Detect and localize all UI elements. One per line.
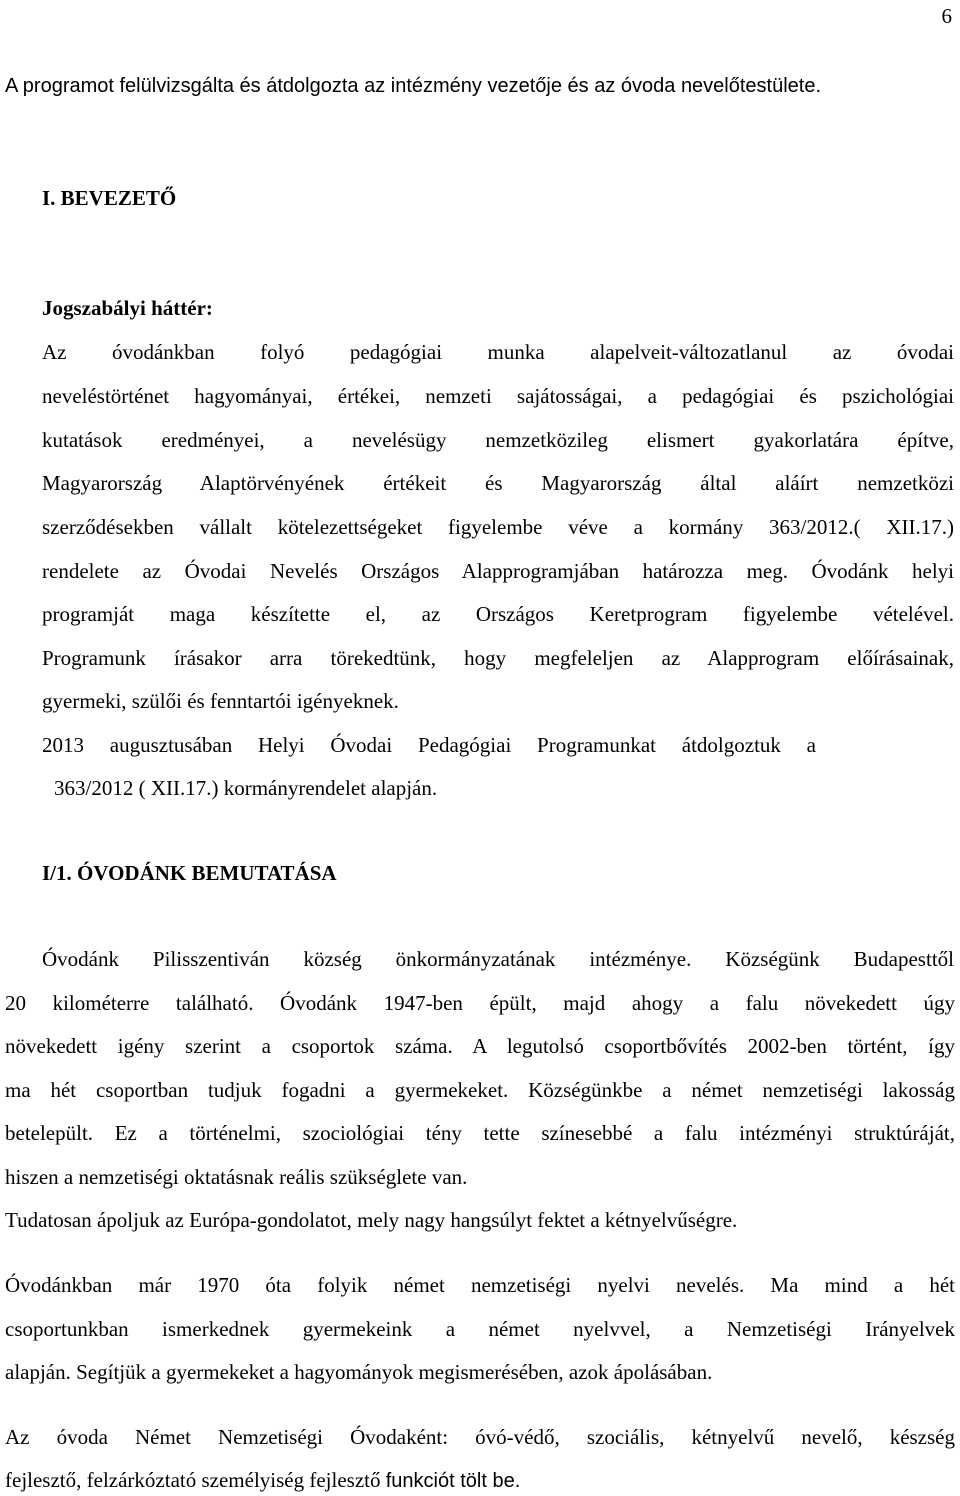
legal-line: Magyarország Alaptörvényének értékeit és Magyarország által aláírt nemzetközi [42,471,954,495]
role-line [5,1468,520,1493]
revision-line: 363/2012 ( XII.17.) kormányrendelet alapján. [54,776,438,800]
intro-line: A programot felülvizsgálta és átdolgozta az intézmény vezetője és az óvoda nevelőtestülete. [5,75,822,97]
section2-title: I/1. ÓVODÁNK BEMUTATÁSA [42,861,337,885]
legal-line: rendelete az Óvodai Nevelés Országos Alapprogramjában határozza meg. Óvodánk helyi [42,559,954,583]
legal-line: szerződésekben vállalt kötelezettségeket figyelembe véve a kormány 363/2012.( XII.17.) [42,515,954,539]
intro-line: növekedett igény szerint a csoportok száma. A legutolsó csoportbővítés 2002-ben történt, így [5,1034,955,1058]
role-line: Az óvoda Német Nemzetiségi Óvodaként: óvó-védő, szociális, kétnyelvű nevelő, készség [5,1425,955,1449]
europe-line: Tudatosan ápoljuk az Európa-gondolatot, mely nagy hangsúlyt fektet a kétnyelvűségre. [5,1208,738,1232]
role-line-part: fejlesztő, felzárkóztató személyiség fejlesztő [5,1468,386,1492]
intro-line: 20 kilométerre található. Óvodánk 1947-ben épült, majd ahogy a falu növekedett úgy [5,991,955,1015]
intro-line: ma hét csoportban tudjuk fogadni a gyermekeket. Községünkbe a német nemzetiségi lakosság [5,1078,955,1102]
legal-line: neveléstörténet hagyományai, értékei, nemzeti sajátosságai, a pedagógiai és pszichológiai [42,384,954,408]
intro-line: hiszen a nemzetiségi oktatásnak reális szükséglete van. [5,1165,468,1189]
revision-line: 2013 augusztusában Helyi Óvodai Pedagógiai Programunkat átdolgoztuk a [42,733,816,757]
subsection-title: Jogszabályi háttér: [42,296,213,320]
legal-line: Programunk írásakor arra törekedtünk, hogy megfeleljen az Alapprogram előírásainak, [42,646,954,670]
role-line-part-sans: funkciót tölt be. [385,1470,521,1492]
german-line: csoportunkban ismerkednek gyermekeink a német nyelvvel, a Nemzetiségi Irányelvek [5,1317,955,1341]
german-line: alapján. Segítjük a gyermekeket a hagyományok megismerésében, azok ápolásában. [5,1360,713,1384]
legal-line: programját maga készítette el, az Országos Keretprogram figyelembe vételével. [42,602,954,626]
legal-line: gyermeki, szülői és fenntartói igényeknek. [42,689,399,713]
section-title: I. BEVEZETŐ [42,186,177,210]
legal-line: kutatások eredményei, a nevelésügy nemzetközileg elismert gyakorlatára építve, [42,428,954,452]
intro-line: Óvodánk Pilisszentiván község önkormányzatának intézménye. Községünk Budapesttől [42,947,954,971]
german-line: Óvodánkban már 1970 óta folyik német nemzetiségi nyelvi nevelés. Ma mind a hét [5,1273,955,1297]
intro-line: betelepült. Ez a történelmi, szociológiai tény tette színesebbé a falu intézményi struktúráját, [5,1121,955,1145]
legal-line: Az óvodánkban folyó pedagógiai munka alapelveit-változatlanul az óvodai [42,340,954,364]
page-number: 6 [941,4,952,28]
